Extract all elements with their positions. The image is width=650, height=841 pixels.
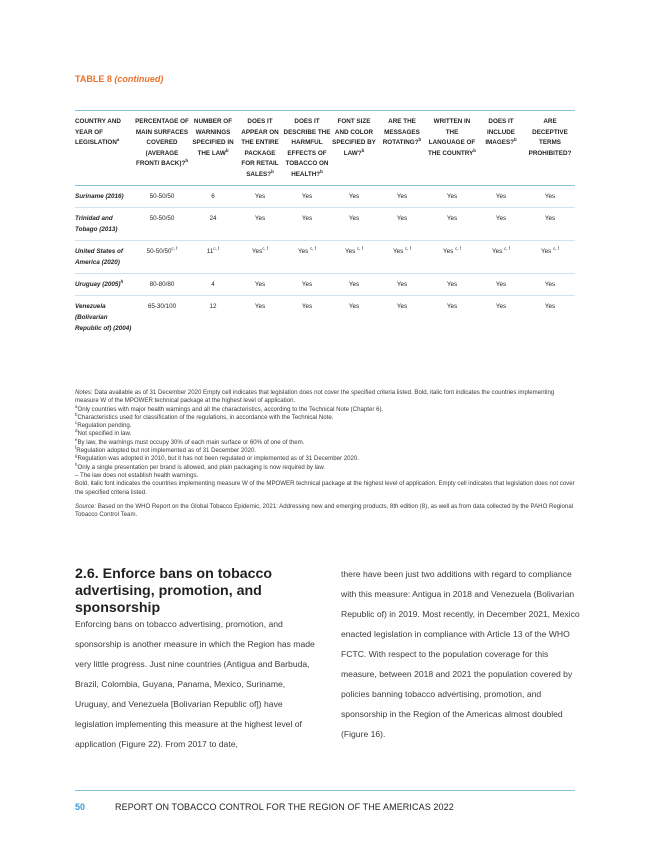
value-cell: Yes: [348, 214, 360, 222]
column-header: NUMBER OF WARNINGS SPECIFIED IN THE LAW$^b$: [192, 118, 234, 157]
value-cell: Yes: [396, 192, 408, 200]
value-cell: Yes: [396, 280, 408, 288]
value-cell: Yes $^{c, f}$: [443, 245, 461, 255]
column-header: FONT SIZE AND COLOR SPECIFIED BY LAW?$^b$: [332, 118, 376, 157]
value-cell: 80-80/80: [149, 280, 175, 288]
value-cell: Yes: [495, 302, 507, 310]
table-body: [75, 185, 575, 339]
country-cell: United States of America (2020): [75, 247, 123, 266]
value-cell: Yes: [254, 280, 266, 288]
table-row: [75, 207, 575, 240]
country-cell: Venezuela (Bolivarian Republic of) (2004): [75, 302, 132, 332]
column-header: WRITTEN IN THE LANGUAGE OF THE COUNTRY$^b$: [428, 118, 476, 157]
footnote: $^h$Only a single presentation per brand is allowed, and plain packaging is now required by law.: [75, 461, 326, 471]
value-cell: Yes $^{c, f}$: [492, 245, 510, 255]
column-header: COUNTRY AND YEAR OF LEGISLATION$^a$: [75, 118, 121, 147]
table-title-suffix: (continued): [114, 74, 164, 84]
value-cell: Yes: [544, 302, 556, 310]
value-cell: Yes: [446, 192, 458, 200]
value-cell: Yes: [396, 214, 408, 222]
value-cell: 24: [209, 214, 217, 222]
value-cell: Yes: [495, 192, 507, 200]
footnote: $^g$Regulation was adopted in 2010, but it has not been regulated or implemented as of 31 December 2020.: [75, 453, 359, 463]
value-cell: Yes: [348, 192, 360, 200]
running-title: REPORT ON TOBACCO CONTROL FOR THE REGION OF THE AMERICAS 2022: [115, 802, 454, 812]
column-header: DOES IT DESCRIBE THE HARMFUL EFFECTS OF TOBACCO ON HEALTH?$^b$: [283, 118, 331, 178]
table-header-row: [75, 111, 575, 186]
table-title: [75, 74, 163, 84]
value-cell: Yes$^{c, f}$: [251, 245, 269, 255]
notes-label: Notes:: [75, 389, 93, 396]
value-cell: Yes $^{c, f}$: [298, 245, 316, 255]
footnote: $^e$By law, the warnings must occupy 30% of each main surface or 60% of one of them.: [75, 436, 305, 446]
footnote: $^a$Only countries with major health warnings and all the characteristics, according to the Technical Note (Chapter 6).: [75, 403, 384, 413]
health-warnings-table: [75, 110, 575, 339]
column-header: DOES IT INCLUDE IMAGES?$^b$: [485, 118, 517, 147]
value-cell: Yes: [446, 302, 458, 310]
value-cell: Yes $^{c, f}$: [393, 245, 411, 255]
value-cell: 4: [211, 280, 215, 288]
value-cell: 12: [209, 302, 217, 310]
value-cell: Yes: [396, 302, 408, 310]
value-cell: Yes: [348, 302, 360, 310]
value-cell: Yes: [301, 214, 313, 222]
value-cell: 6: [211, 192, 215, 200]
value-cell: Yes: [254, 302, 266, 310]
value-cell: Yes: [495, 280, 507, 288]
footnote: $^f$Regulation adopted but not implemented as of 31 December 2020.: [75, 445, 257, 455]
body-text-right-column: there have been just two additions with regard to compliance with this measure: Antigua in 2018 and Venezuela (Bolivarian Republic of) in 2019. Most recently, in December 2021, Mexico enacted legislation in compliance with Article 13 of the WHO FCTC. With respect to the population coverage for this measure, between 2018 and 2021 the population covered by policies banning tobacco advertising, promotion, and sponsorship in the Region of the Americas almost doubled (Figure 16).: [341, 569, 580, 739]
body-text-left-column: Enforcing bans on tobacco advertising, promotion, and sponsorship is another measure in which the Region has made very little progress. Just nine countries (Antigua and Barbuda, Brazil, Colombia, Guyana, Panama, Mexico, Suriname, Uruguay, and Venezuela [Bolivarian Republic of]) have legislation implementing this measure at the highest level of application (Figure 22). From 2017 to date,: [75, 619, 315, 749]
table-title-prefix: TABLE 8: [75, 74, 115, 84]
value-cell: Yes: [544, 214, 556, 222]
footnote-list: [75, 403, 575, 472]
value-cell: 50-50/50: [149, 214, 175, 222]
value-cell: Yes $^{c, f}$: [541, 245, 559, 255]
value-cell: Yes $^{c, f}$: [345, 245, 363, 255]
country-cell: Suriname (2016): [75, 192, 124, 200]
table-row: [75, 295, 575, 339]
value-cell: Yes: [301, 280, 313, 288]
column-header: ARE DECEPTIVE TERMS PROHIBITED?: [528, 118, 572, 157]
value-cell: Yes: [544, 192, 556, 200]
source-label: Source:: [75, 502, 97, 510]
value-cell: Yes: [495, 214, 507, 222]
source-note: [75, 503, 575, 520]
value-cell: Yes: [254, 214, 266, 222]
bold-note: Bold, italic font indicates the countries implementing measure W of the MPOWER technical package at the highest level of application. Empty cell indicates that legislation does not cover the specified criteria listed.: [75, 480, 575, 496]
footer-divider: [75, 790, 575, 791]
table-row: [75, 273, 575, 295]
footnote: $^b$Characteristics used for classification of the regulations, in accordance with the Technical Note.: [75, 411, 334, 421]
country-cell: Trinidad and Tobago (2013): [75, 214, 118, 233]
footnote: $^c$Regulation pending.: [75, 420, 132, 430]
column-header: DOES IT APPEAR ON THE ENTIRE PACKAGE FOR RETAIL SALES?$^b$: [241, 118, 279, 178]
value-cell: Yes: [301, 302, 313, 310]
value-cell: Yes: [301, 192, 313, 200]
footnote: $^d$Not specified in law.: [75, 428, 132, 438]
country-cell: Uruguay $(2005)^h$: [75, 278, 124, 288]
column-header: ARE THE MESSAGES ROTATING?$^b$: [382, 118, 422, 147]
source-text: Based on the WHO Report on the Global Tobacco Epidemic, 2021: Addressing new and emerging products, 8th edition (8), as well as from data collected by the PAHO Regional Tobacco Control Team.: [75, 502, 574, 519]
value-cell: Yes: [254, 192, 266, 200]
value-cell: Yes: [348, 280, 360, 288]
value-cell: 11$^{c, f}$: [206, 245, 220, 255]
value-cell: 50-50/50$^{c, f}$: [146, 245, 178, 255]
value-cell: 65-30/100: [147, 302, 177, 310]
notes-paragraph: [75, 389, 575, 406]
value-cell: 50-50/50: [149, 192, 175, 200]
value-cell: Yes: [544, 280, 556, 288]
table-row: [75, 240, 575, 273]
column-header: PERCENTAGE OF MAIN SURFACES COVERED (AVERAGE FRONT/ BACK)?$^b$: [135, 118, 189, 168]
page-number: 50: [75, 802, 86, 812]
dash-note: – The law does not establish health warnings.: [75, 471, 199, 479]
table-row: [75, 185, 575, 207]
value-cell: Yes: [446, 214, 458, 222]
value-cell: Yes: [446, 280, 458, 288]
section-heading: 2.6. Enforce bans on tobacco advertising, promotion, and sponsorship: [75, 566, 273, 616]
notes-text: Data available as of 31 December 2020 Empty cell indicates that legislation does not cover the specified criteria listed. Bold, italic font indicates the countries implementing measure W of the MPOWER technical package at the highest level of application.: [75, 389, 555, 405]
table-notes: [75, 389, 575, 519]
